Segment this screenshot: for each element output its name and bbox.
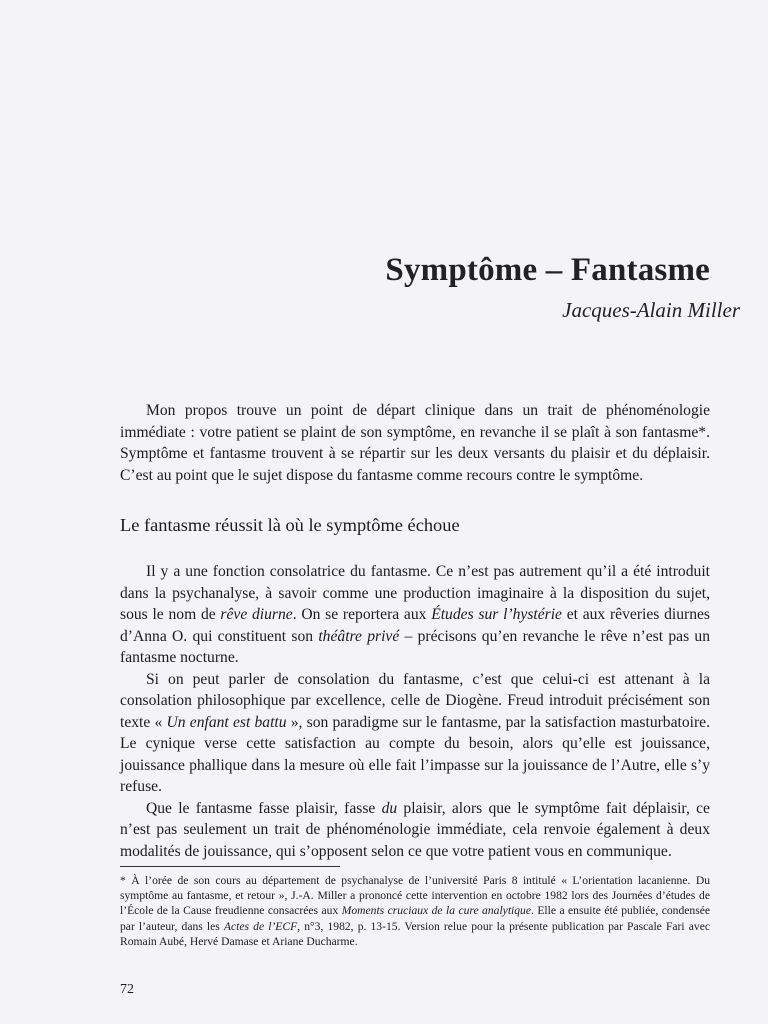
- page-number: 72: [120, 982, 134, 997]
- paragraph-1: [120, 561, 710, 669]
- paragraph-3: [120, 798, 710, 863]
- footnote: [120, 873, 710, 949]
- p3-emphasis-1: du: [381, 799, 398, 817]
- section-heading: Le fantasme réussit là où le symptôme échoue: [120, 515, 460, 535]
- p1-emphasis-1: rêve diurne: [220, 606, 293, 623]
- footnote-divider: [120, 866, 340, 867]
- p3-text-a: Que le fantasme fasse plaisir, fasse: [146, 799, 382, 817]
- footnote-text-a: * À l’orée de son cours au département de psychanalyse de l’université Paris 8 intitulé « L’orientation lacanienne. Du symptôme au fantasme, et retour », J.-A. Miller a prononcé cette intervention en octobre 1982 lors des Journées d’études de l’École de la Cause freudienne consacrées aux: [120, 874, 710, 918]
- footnote-emphasis-2: Actes de l’ECF: [223, 919, 298, 933]
- p2-text-a: Si on peut parler de consolation du fantasme, c’est que celui-ci est attenant à la consolation philosophique par excellence, celle de Diogène. Freud introduit précisément son texte «: [120, 670, 710, 731]
- p1-text-c: et aux rêveries diurnes d’Anna O. qui constituent son: [120, 606, 710, 645]
- section-body: [120, 561, 710, 862]
- p2-text-b: », son paradigme sur le fantasme, par la satisfaction masturbatoire. Le cynique verse cette satisfaction au compte du besoin, alors qu’elle est jouissance, jouissance phallique dans la mesure où elle fait l’impasse sur la jouissance de l’Autre, elle s’y refuse.: [120, 713, 711, 795]
- footnote-text-c: , n°3, 1982, p. 13-15. Version relue pour la présente publication par Pascale Fari avec Romain Aubé, Hervé Damase et Ariane Ducharme.: [120, 919, 710, 948]
- footnote-text-b: . Elle a ensuite été publiée, condensée par l’auteur, dans les: [120, 904, 711, 933]
- p1-text-b: . On se reportera aux: [292, 606, 432, 623]
- p3-text-b: plaisir, alors que le symptôme fait déplaisir, ce n’est pas seulement un trait de phénoménologie immédiate, cela renvoie également à deux modalités de jouissance, qui s’opposent selon ce que votre patient vous en communique.: [120, 799, 710, 860]
- p1-emphasis-2: Études sur l’hystérie: [431, 606, 562, 623]
- paragraph-2: [120, 669, 710, 798]
- article-author: Jacques-Alain Miller: [562, 298, 740, 322]
- article-title: Symptôme – Fantasme: [385, 252, 710, 288]
- footnote-emphasis-1: Moments cruciaux de la cure analytique: [341, 904, 532, 918]
- p1-text-d: – précisons qu’en revanche le rêve n’est pas un fantasme nocturne.: [120, 627, 711, 666]
- p1-emphasis-3: théâtre privé: [318, 627, 400, 645]
- intro-paragraph: Mon propos trouve un point de départ clinique dans un trait de phénoménologie immédiate : votre patient se plaint de son symptôme, en revanche il se plaît à son fantasme*. Symptôme et fantasme trouvent à se répartir sur les deux versants du plaisir et du déplaisir. C’est au point que le sujet dispose du fantasme comme recours contre le symptôme.: [120, 402, 710, 484]
- p2-emphasis-1: Un enfant est battu: [166, 713, 287, 731]
- p1-text-a: Il y a une fonction consolatrice du fantasme. Ce n’est pas autrement qu’il a été introduit dans la psychanalyse, à savoir comme une production imaginaire à la disposition du sujet, sous le nom de: [120, 563, 710, 623]
